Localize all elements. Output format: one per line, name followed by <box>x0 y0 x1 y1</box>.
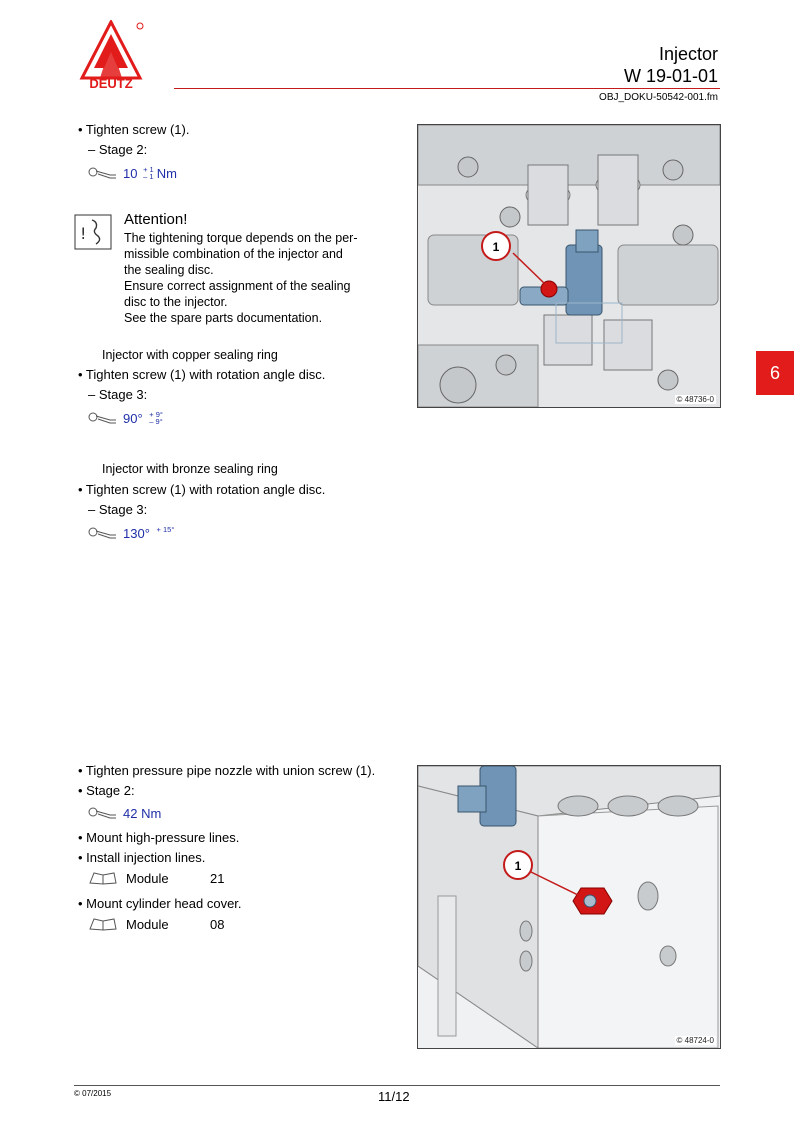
figure-code: © 48724-0 <box>676 1036 714 1045</box>
footer-copyright: © 07/2015 <box>74 1089 112 1098</box>
module-ref-label: Module <box>126 917 169 932</box>
copper-stage: – Stage 3: <box>88 387 148 402</box>
attention-line: missible combination of the injector and <box>124 247 343 261</box>
figure-injector-screw <box>417 124 721 408</box>
torque-spec: 10 + 1 – 1 Nm <box>123 165 177 181</box>
bronze-angle-spec: 130° + 15° <box>123 525 175 541</box>
page-title: Injector <box>658 44 718 64</box>
angle-wrench-icon <box>88 411 118 425</box>
module-ref-value[interactable]: 21 <box>210 871 225 886</box>
attention-line: See the spare parts documentation. <box>124 311 323 325</box>
copper-heading: Injector with copper sealing ring <box>102 348 278 362</box>
deutz-logo <box>74 20 148 90</box>
header-rule <box>174 88 720 89</box>
svg-text:1: 1 <box>492 240 500 254</box>
document-code: W 19-01-01 <box>623 66 718 86</box>
step-pressure-pipe: • Tighten pressure pipe nozzle with union screw (1). <box>78 763 376 778</box>
step-mount-hp-lines: • Mount high-pressure lines. <box>78 830 240 845</box>
page-number: 11/12 <box>378 1089 410 1104</box>
file-name: OBJ_DOKU-50542-001.fm <box>599 92 718 103</box>
chapter-tab[interactable]: 6 <box>756 351 794 395</box>
svg-text:!: ! <box>80 224 87 243</box>
book-icon <box>88 917 118 931</box>
attention-title: Attention! <box>124 211 188 228</box>
attention-line: Ensure correct assignment of the sealing <box>124 279 351 293</box>
stage-label: – Stage 2: <box>88 142 148 157</box>
attention-line: disc to the injector. <box>124 295 228 309</box>
module-ref-value[interactable]: 08 <box>210 917 225 932</box>
bronze-heading: Injector with bronze sealing ring <box>102 462 278 476</box>
figure-union-screw <box>417 765 721 1049</box>
copper-angle-spec: 90° + 9° – 9° <box>123 410 163 426</box>
svg-text:DEUTZ: DEUTZ <box>89 76 133 90</box>
torque-wrench-icon <box>88 166 118 180</box>
figure-code: © 48736-0 <box>676 395 714 404</box>
bronze-stage: – Stage 3: <box>88 502 148 517</box>
torque-wrench-icon <box>88 806 118 820</box>
attention-line: The tightening torque depends on the per- <box>124 231 358 245</box>
svg-text:1: 1 <box>514 859 522 873</box>
footer-rule <box>74 1085 720 1086</box>
attention-line: the sealing disc. <box>124 263 214 277</box>
book-icon <box>88 871 118 885</box>
step-install-injection-lines: • Install injection lines. <box>78 850 206 865</box>
attention-icon <box>74 214 112 250</box>
bronze-step: • Tighten screw (1) with rotation angle disc. <box>78 482 326 497</box>
angle-wrench-icon <box>88 526 118 540</box>
step-stage2: • Stage 2: <box>78 783 135 798</box>
step-mount-cover: • Mount cylinder head cover. <box>78 896 242 911</box>
attention-body <box>124 230 384 326</box>
step-tighten-screw: • Tighten screw (1). <box>78 122 190 137</box>
module-ref-label: Module <box>126 871 169 886</box>
torque-42: 42 Nm <box>123 806 162 821</box>
copper-step: • Tighten screw (1) with rotation angle disc. <box>78 367 326 382</box>
